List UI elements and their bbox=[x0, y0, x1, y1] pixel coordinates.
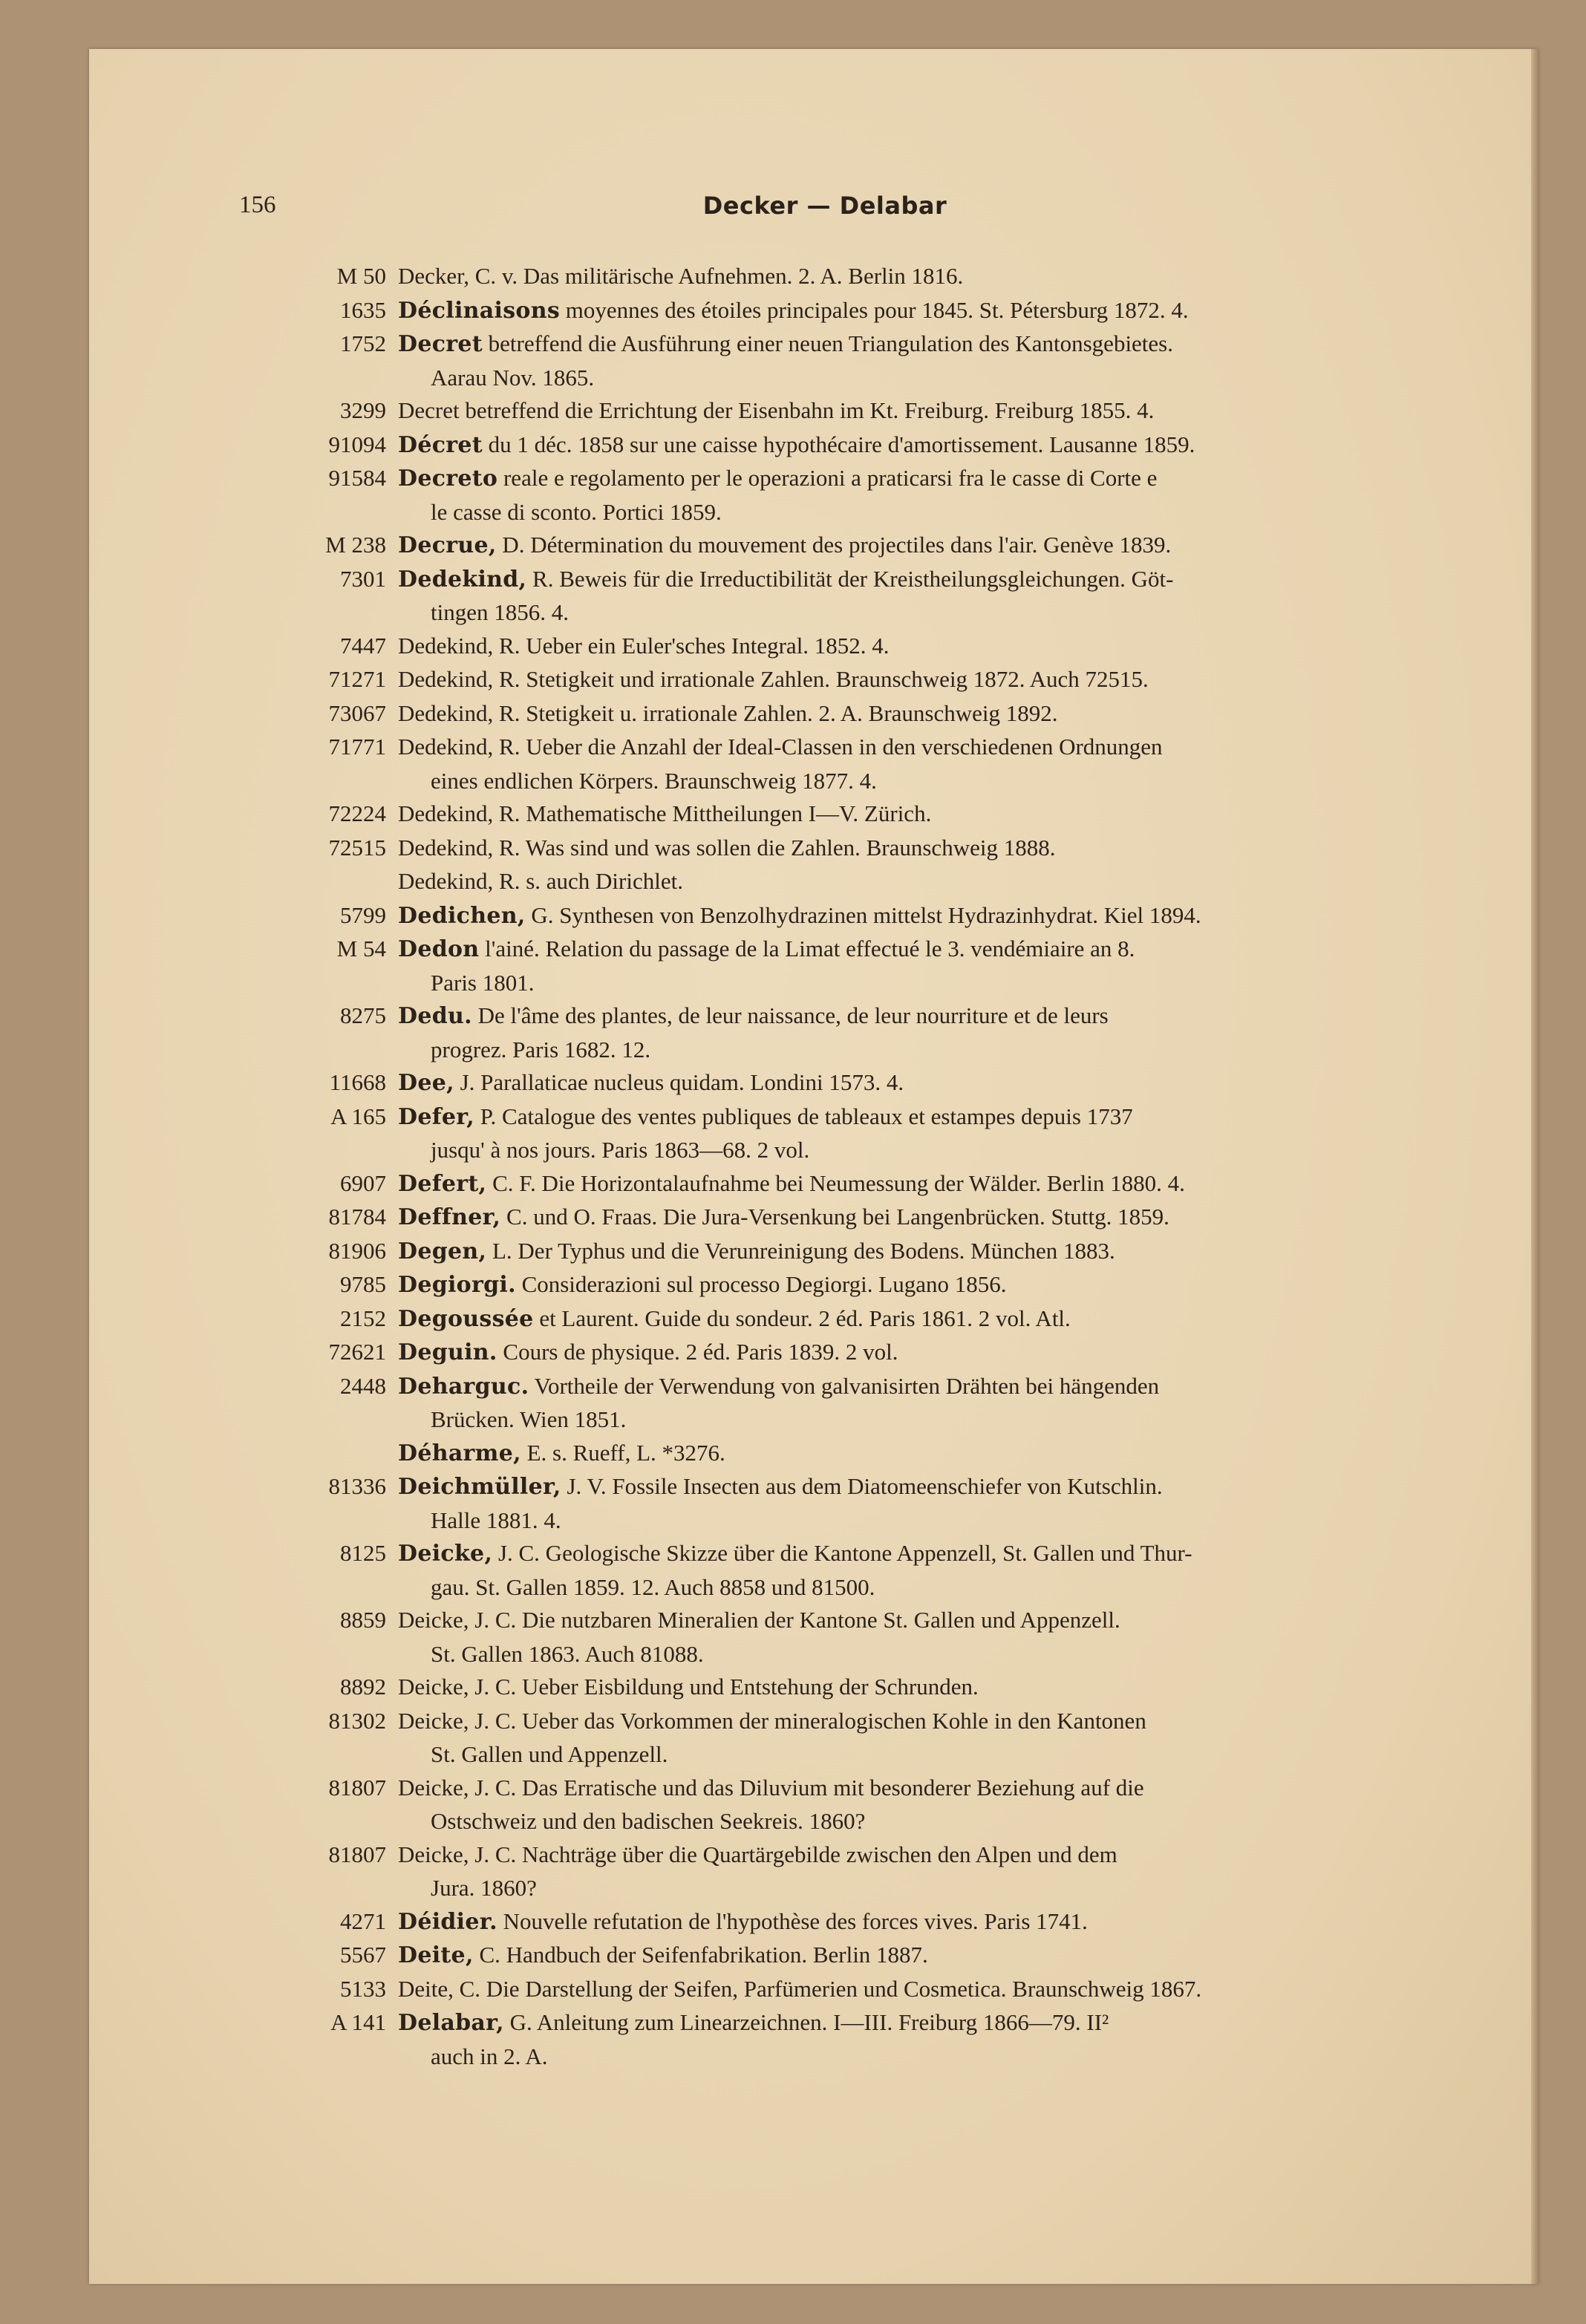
catalogue-entry bbox=[282, 529, 1412, 563]
call-number: 5567 bbox=[340, 1942, 386, 1968]
entry-text bbox=[398, 465, 1412, 529]
catalogue-entry bbox=[282, 294, 1412, 328]
entry-author: Deguin. bbox=[398, 1339, 497, 1365]
entry-text bbox=[398, 666, 1149, 692]
catalogue-entry bbox=[282, 1302, 1412, 1336]
entry-description: E. s. Rueff, L. *3276. bbox=[520, 1439, 725, 1466]
entry-text bbox=[398, 1540, 1412, 1604]
entry-text bbox=[398, 1908, 1088, 1934]
entry-text bbox=[398, 1841, 1412, 1905]
entry-author: Degen, bbox=[398, 1238, 487, 1264]
call-number: M 50 bbox=[336, 263, 386, 289]
entry-description: De l'âme des plantes, de leur naissance, de leur nourriture et de leurs bbox=[471, 1002, 1109, 1028]
entry-text bbox=[398, 1976, 1201, 2002]
call-number: 5133 bbox=[340, 1975, 386, 2002]
call-number: 81906 bbox=[328, 1237, 386, 1264]
catalogue-entry bbox=[282, 1437, 1412, 1471]
entry-description: moyennes des étoiles principales pour 1845. St. Pétersburg 1872. 4. bbox=[560, 296, 1189, 323]
call-number: 72515 bbox=[328, 834, 386, 861]
entry-continuation: Brücken. Wien 1851. bbox=[431, 1406, 627, 1432]
entry-description: betreffend die Ausführung einer neuen Triangulation des Kantonsgebietes. bbox=[482, 330, 1173, 356]
entry-description: J. Parallaticae nucleus quidam. Londini 1573. 4. bbox=[454, 1069, 904, 1095]
catalogue-entry bbox=[282, 1905, 1412, 1939]
entry-description: C. Handbuch der Seifenfabrikation. Berlin 1887. bbox=[473, 1942, 928, 1968]
call-number: 91584 bbox=[328, 465, 386, 491]
catalogue-entry bbox=[282, 1604, 1412, 1671]
catalogue-entry bbox=[282, 1973, 1412, 2007]
catalogue-entry bbox=[282, 832, 1412, 866]
call-number: 2152 bbox=[340, 1305, 386, 1331]
entry-description: Dedekind, R. Ueber die Anzahl der Ideal-Classen in den verschiedenen Ordnungen bbox=[398, 734, 1163, 760]
catalogue-entry bbox=[282, 797, 1412, 832]
call-number: M 54 bbox=[336, 936, 386, 962]
entry-description: Dedekind, R. Stetigkeit u. irrationale Zahlen. 2. A. Braunschweig 1892. bbox=[398, 699, 1058, 726]
call-number: 81807 bbox=[328, 1841, 386, 1867]
entry-description: Dedekind, R. Mathematische Mittheilungen I—V. Zürich. bbox=[398, 800, 932, 826]
entry-description: Decret betreffend die Errichtung der Eisenbahn im Kt. Freiburg. Freiburg 1855. 4. bbox=[398, 397, 1155, 423]
entry-author: Degoussée bbox=[398, 1305, 534, 1332]
entry-text bbox=[398, 397, 1154, 423]
entry-description: D. Détermination du mouvement des projectiles dans l'air. Genève 1839. bbox=[496, 532, 1172, 558]
entry-author: Defer, bbox=[398, 1103, 474, 1130]
entry-text bbox=[398, 1204, 1169, 1230]
catalogue-entry bbox=[282, 1671, 1412, 1705]
catalogue-entry bbox=[282, 1838, 1412, 1905]
entry-text bbox=[398, 902, 1201, 928]
page-number: 156 bbox=[239, 192, 276, 218]
catalogue-entry bbox=[282, 2006, 1412, 2073]
catalogue-entry bbox=[282, 1167, 1412, 1201]
entry-text bbox=[398, 1607, 1412, 1671]
entry-text bbox=[398, 566, 1412, 630]
call-number: 8125 bbox=[340, 1540, 386, 1566]
call-number: 81807 bbox=[328, 1774, 386, 1801]
entry-author: Deharguc. bbox=[398, 1373, 529, 1400]
catalogue-entry bbox=[282, 1201, 1412, 1235]
call-number: 8275 bbox=[340, 1002, 386, 1028]
entry-text bbox=[398, 1339, 898, 1365]
catalogue-entry bbox=[282, 697, 1412, 731]
catalogue-entry bbox=[282, 1100, 1412, 1167]
entry-author: Deichmüller, bbox=[398, 1474, 561, 1500]
entry-continuation: Halle 1881. 4. bbox=[431, 1507, 561, 1533]
call-number: 8859 bbox=[340, 1607, 386, 1633]
entry-description: Deicke, J. C. Ueber Eisbildung und Entstehung der Schrunden. bbox=[398, 1674, 979, 1700]
entry-text bbox=[398, 330, 1412, 394]
entry-text bbox=[398, 431, 1195, 457]
call-number: 9785 bbox=[340, 1271, 386, 1297]
entry-text bbox=[398, 1002, 1412, 1066]
entry-text bbox=[398, 1170, 1185, 1196]
running-head: Decker — Delabar bbox=[702, 192, 947, 220]
call-number: 7447 bbox=[340, 632, 386, 659]
entry-text bbox=[398, 1271, 1006, 1297]
catalogue-entry bbox=[282, 563, 1412, 630]
entry-description: G. Anleitung zum Linearzeichnen. I—III. Freiburg 1866—79. II² bbox=[503, 2009, 1109, 2035]
entry-description: Vortheile der Verwendung von galvanisirten Drähten bei hängenden bbox=[529, 1372, 1160, 1399]
entry-description: C. und O. Fraas. Die Jura-Versenkung bei Langenbrücken. Stuttg. 1859. bbox=[500, 1204, 1169, 1230]
entry-description: Deicke, J. C. Das Erratische und das Diluvium mit besonderer Beziehung auf die bbox=[398, 1774, 1144, 1801]
entry-text bbox=[398, 1942, 928, 1968]
entry-continuation: St. Gallen und Appenzell. bbox=[431, 1741, 668, 1767]
call-number: 91094 bbox=[328, 431, 386, 457]
entry-description: R. Beweis für die Irreductibilität der Kreistheilungsgleichungen. Göt- bbox=[526, 565, 1174, 592]
entry-continuation: progrez. Paris 1682. 12. bbox=[431, 1036, 651, 1063]
entry-text bbox=[398, 1305, 1071, 1331]
catalogue-entry bbox=[282, 933, 1412, 999]
entry-description: J. C. Geologische Skizze über die Kantone Appenzell, St. Gallen und Thur- bbox=[492, 1540, 1192, 1566]
catalogue-entry bbox=[282, 1537, 1412, 1604]
entry-author: Dedichen, bbox=[398, 902, 526, 929]
entry-author: Dedu. bbox=[398, 1003, 472, 1029]
entry-text bbox=[398, 1238, 1115, 1264]
call-number: 7301 bbox=[340, 565, 386, 592]
entry-continuation: gau. St. Gallen 1859. 12. Auch 8858 und 81500. bbox=[431, 1573, 875, 1600]
entry-author: Decret bbox=[398, 331, 483, 357]
entry-text bbox=[398, 936, 1412, 999]
call-number: 8892 bbox=[340, 1674, 386, 1700]
catalogue-entry bbox=[282, 394, 1412, 428]
call-number: 71271 bbox=[328, 666, 386, 692]
call-number: 1752 bbox=[340, 330, 386, 356]
entry-author: Decrue, bbox=[398, 532, 497, 558]
catalogue-entry bbox=[282, 260, 1412, 294]
entry-text bbox=[398, 1775, 1412, 1838]
page-header bbox=[239, 192, 1411, 229]
entry-author: Dee, bbox=[398, 1070, 454, 1096]
entry-text bbox=[398, 734, 1412, 797]
catalogue-entry bbox=[282, 1370, 1412, 1437]
entry-description: Considerazioni sul processo Degiorgi. Lugano 1856. bbox=[515, 1271, 1007, 1297]
call-number: 72621 bbox=[328, 1339, 386, 1365]
catalogue-entry bbox=[282, 1470, 1412, 1537]
entry-description: Nouvelle refutation de l'hypothèse des forces vives. Paris 1741. bbox=[497, 1907, 1088, 1934]
catalogue-entry bbox=[282, 1235, 1412, 1269]
entry-author: Dedon bbox=[398, 936, 480, 962]
entry-description: Decker, C. v. Das militärische Aufnehmen. 2. A. Berlin 1816. bbox=[398, 263, 964, 289]
call-number: 6907 bbox=[340, 1169, 386, 1196]
entry-continuation: auch in 2. A. bbox=[431, 2043, 548, 2069]
call-number: M 238 bbox=[325, 532, 386, 558]
call-number: 5799 bbox=[340, 901, 386, 928]
catalogue-entry bbox=[282, 327, 1412, 394]
entry-description: G. Synthesen von Benzolhydrazinen mittelst Hydrazinhydrat. Kiel 1894. bbox=[525, 901, 1201, 928]
call-number: 1635 bbox=[340, 296, 386, 323]
catalogue-entry bbox=[282, 663, 1412, 697]
entry-description: Dedekind, R. Stetigkeit und irrationale Zahlen. Braunschweig 1872. Auch 72515. bbox=[398, 666, 1149, 692]
entry-continuation: Paris 1801. bbox=[431, 969, 535, 996]
catalogue-entry bbox=[282, 731, 1412, 797]
call-number: 81336 bbox=[328, 1473, 386, 1499]
entry-description: et Laurent. Guide du sondeur. 2 éd. Paris 1861. 2 vol. Atl. bbox=[533, 1305, 1071, 1331]
entry-continuation: St. Gallen 1863. Auch 81088. bbox=[431, 1640, 704, 1667]
catalogue-entry bbox=[282, 899, 1412, 933]
entry-description: C. F. Die Horizontalaufnahme bei Neumessung der Wälder. Berlin 1880. 4. bbox=[486, 1169, 1185, 1196]
entry-text bbox=[398, 1103, 1412, 1167]
catalogue-entry bbox=[282, 865, 1412, 899]
call-number: 2448 bbox=[340, 1372, 386, 1399]
entry-description: P. Catalogue des ventes publiques de tableaux et estampes depuis 1737 bbox=[474, 1103, 1133, 1129]
entry-author: Deite, bbox=[398, 1942, 474, 1968]
catalogue-entries bbox=[282, 260, 1412, 2073]
entry-author: Dedekind, bbox=[398, 566, 527, 593]
call-number: 72224 bbox=[328, 800, 386, 826]
entry-description: J. V. Fossile Insecten aus dem Diatomeenschiefer von Kutschlin. bbox=[561, 1473, 1163, 1499]
entry-text bbox=[398, 1373, 1412, 1437]
entry-description: Dedekind, R. Was sind und was sollen die Zahlen. Braunschweig 1888. bbox=[398, 834, 1056, 861]
entry-text bbox=[398, 835, 1055, 861]
entry-author: Deffner, bbox=[398, 1204, 501, 1230]
catalogue-entry bbox=[282, 428, 1412, 463]
catalogue-entry bbox=[282, 1268, 1412, 1302]
entry-continuation: Jura. 1860? bbox=[431, 1875, 537, 1901]
entry-continuation: tingen 1856. 4. bbox=[431, 599, 569, 625]
catalogue-entry bbox=[282, 1336, 1412, 1370]
entry-description: reale e regolamento per le operazioni a praticarsi fra le casse di Corte e bbox=[497, 465, 1158, 491]
call-number: 11668 bbox=[329, 1069, 386, 1095]
entry-text bbox=[398, 297, 1189, 323]
entry-description: Deite, C. Die Darstellung der Seifen, Parfümerien und Cosmetica. Braunschweig 1867. bbox=[398, 1975, 1202, 2002]
catalogue-entry bbox=[282, 999, 1412, 1066]
entry-author: Degiorgi. bbox=[398, 1272, 516, 1298]
entry-description: L. Der Typhus und die Verunreinigung des Bodens. München 1883. bbox=[486, 1237, 1115, 1264]
call-number: 4271 bbox=[340, 1907, 386, 1934]
entry-continuation: jusqu' à nos jours. Paris 1863—68. 2 vol. bbox=[431, 1137, 810, 1163]
entry-text bbox=[398, 800, 931, 826]
catalogue-entry bbox=[282, 1705, 1412, 1772]
catalogue-entry bbox=[282, 1066, 1412, 1100]
catalogue-entry bbox=[282, 462, 1412, 529]
entry-text bbox=[398, 1674, 979, 1700]
entry-text bbox=[398, 1440, 725, 1466]
entry-author: Décret bbox=[398, 431, 483, 458]
call-number: 81784 bbox=[328, 1204, 386, 1230]
entry-text bbox=[398, 700, 1057, 726]
entry-continuation: Aarau Nov. 1865. bbox=[431, 364, 595, 391]
entry-text bbox=[398, 2009, 1412, 2073]
entry-description: Cours de physique. 2 éd. Paris 1839. 2 vol. bbox=[497, 1339, 898, 1365]
entry-text bbox=[398, 1473, 1412, 1537]
entry-author: Delabar, bbox=[398, 2010, 504, 2036]
entry-continuation: le casse di sconto. Portici 1859. bbox=[431, 498, 722, 525]
entry-continuation: eines endlichen Körpers. Braunschweig 1877. 4. bbox=[431, 767, 877, 794]
entry-description: Deicke, J. C. Die nutzbaren Mineralien der Kantone St. Gallen und Appenzell. bbox=[398, 1607, 1120, 1633]
call-number: 3299 bbox=[340, 397, 386, 423]
entry-author: Déidier. bbox=[398, 1908, 497, 1935]
catalogue-entry bbox=[282, 630, 1412, 664]
entry-author: Deicke, bbox=[398, 1541, 493, 1567]
call-number: 71771 bbox=[328, 734, 386, 760]
entry-text bbox=[398, 1069, 904, 1095]
entry-description: Deicke, J. C. Ueber das Vorkommen der mineralogischen Kohle in den Kantonen bbox=[398, 1707, 1146, 1734]
page-gutter-shadow bbox=[1531, 49, 1538, 2284]
catalogue-entry bbox=[282, 1939, 1412, 1973]
entry-text bbox=[398, 263, 963, 289]
entry-text bbox=[398, 532, 1171, 558]
entry-description: l'ainé. Relation du passage de la Limat effectué le 3. vendémiaire an 8. bbox=[479, 936, 1135, 962]
entry-author: Decreto bbox=[398, 466, 498, 492]
entry-author: Déclinaisons bbox=[398, 297, 561, 324]
entry-description: Dedekind, R. Ueber ein Euler'sches Integral. 1852. 4. bbox=[398, 632, 890, 659]
call-number: A 141 bbox=[330, 2009, 386, 2035]
call-number: 73067 bbox=[328, 699, 386, 726]
entry-author: Defert, bbox=[398, 1170, 487, 1197]
call-number: 81302 bbox=[328, 1707, 386, 1734]
catalogue-entry bbox=[282, 1772, 1412, 1838]
entry-description: Deicke, J. C. Nachträge über die Quartärgebilde zwischen den Alpen und dem bbox=[398, 1841, 1117, 1867]
call-number: A 165 bbox=[330, 1103, 386, 1129]
entry-continuation: Ostschweiz und den badischen Seekreis. 1860? bbox=[431, 1808, 866, 1834]
entry-author: Déharme, bbox=[398, 1440, 521, 1466]
entry-text bbox=[398, 633, 890, 659]
entry-description: du 1 déc. 1858 sur une caisse hypothécaire d'amortissement. Lausanne 1859. bbox=[482, 431, 1195, 457]
entry-description: Dedekind, R. s. auch Dirichlet. bbox=[398, 868, 683, 894]
entry-text bbox=[398, 1708, 1412, 1772]
entry-text bbox=[398, 868, 683, 894]
